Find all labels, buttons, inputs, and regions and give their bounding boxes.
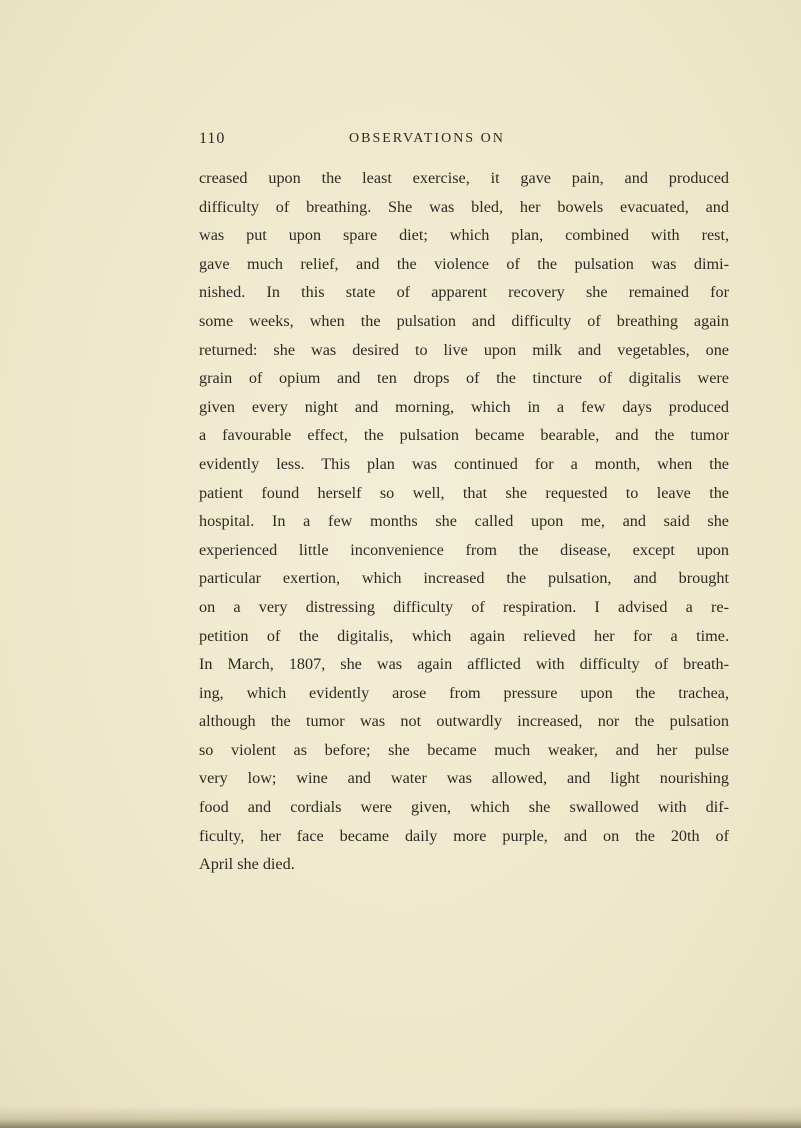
text-line: returned: she was desired to live upon milk and vegetables, one [199,340,729,359]
text-line: experienced little inconvenience from the disease, except upon [199,540,729,559]
text-line: difficulty of breathing. She was bled, her bowels evacuated, and [199,197,729,216]
text-line: a favourable effect, the pulsation became bearable, and the tumor [199,426,729,445]
running-head: OBSERVATIONS ON [349,131,505,146]
text-line: nished. In this state of apparent recovery she remained for [199,283,729,302]
text-line: petition of the digitalis, which again relieved her for a time. [199,626,729,645]
text-line: on a very distressing difficulty of respiration. I advised a re- [199,597,729,616]
text-line: food and cordials were given, which she swallowed with dif- [199,798,729,817]
text-line: some weeks, when the pulsation and difficulty of breathing again [199,311,729,330]
page-number: 110 [199,130,226,147]
text-line: ing, which evidently arose from pressure upon the trachea, [199,683,729,702]
text-line: In March, 1807, she was again afflicted with difficulty of breath- [199,655,729,674]
text-line: although the tumor was not outwardly increased, nor the pulsation [199,712,729,731]
text-line: patient found herself so well, that she requested to leave the [199,483,729,502]
text-line-last: April she died. [199,855,295,874]
page-bottom-edge [0,1106,801,1128]
text-line: given every night and morning, which in a few days produced [199,397,729,416]
text-line: so violent as before; she became much weaker, and her pulse [199,740,729,759]
text-line: very low; wine and water was allowed, and light nourishing [199,769,729,788]
body-text [199,164,729,879]
text-line: particular exertion, which increased the pulsation, and brought [199,569,729,588]
text-line: was put upon spare diet; which plan, combined with rest, [199,226,729,245]
text-line: creased upon the least exercise, it gave pain, and produced [199,169,729,187]
page-header [199,130,729,152]
text-line: gave much relief, and the violence of the pulsation was dimi- [199,254,729,273]
text-line: grain of opium and ten drops of the tincture of digitalis were [199,369,729,388]
text-line: evidently less. This plan was continued for a month, when the [199,454,729,473]
text-line: ficulty, her face became daily more purple, and on the 20th of [199,826,729,845]
text-line: hospital. In a few months she called upon me, and said she [199,512,729,531]
